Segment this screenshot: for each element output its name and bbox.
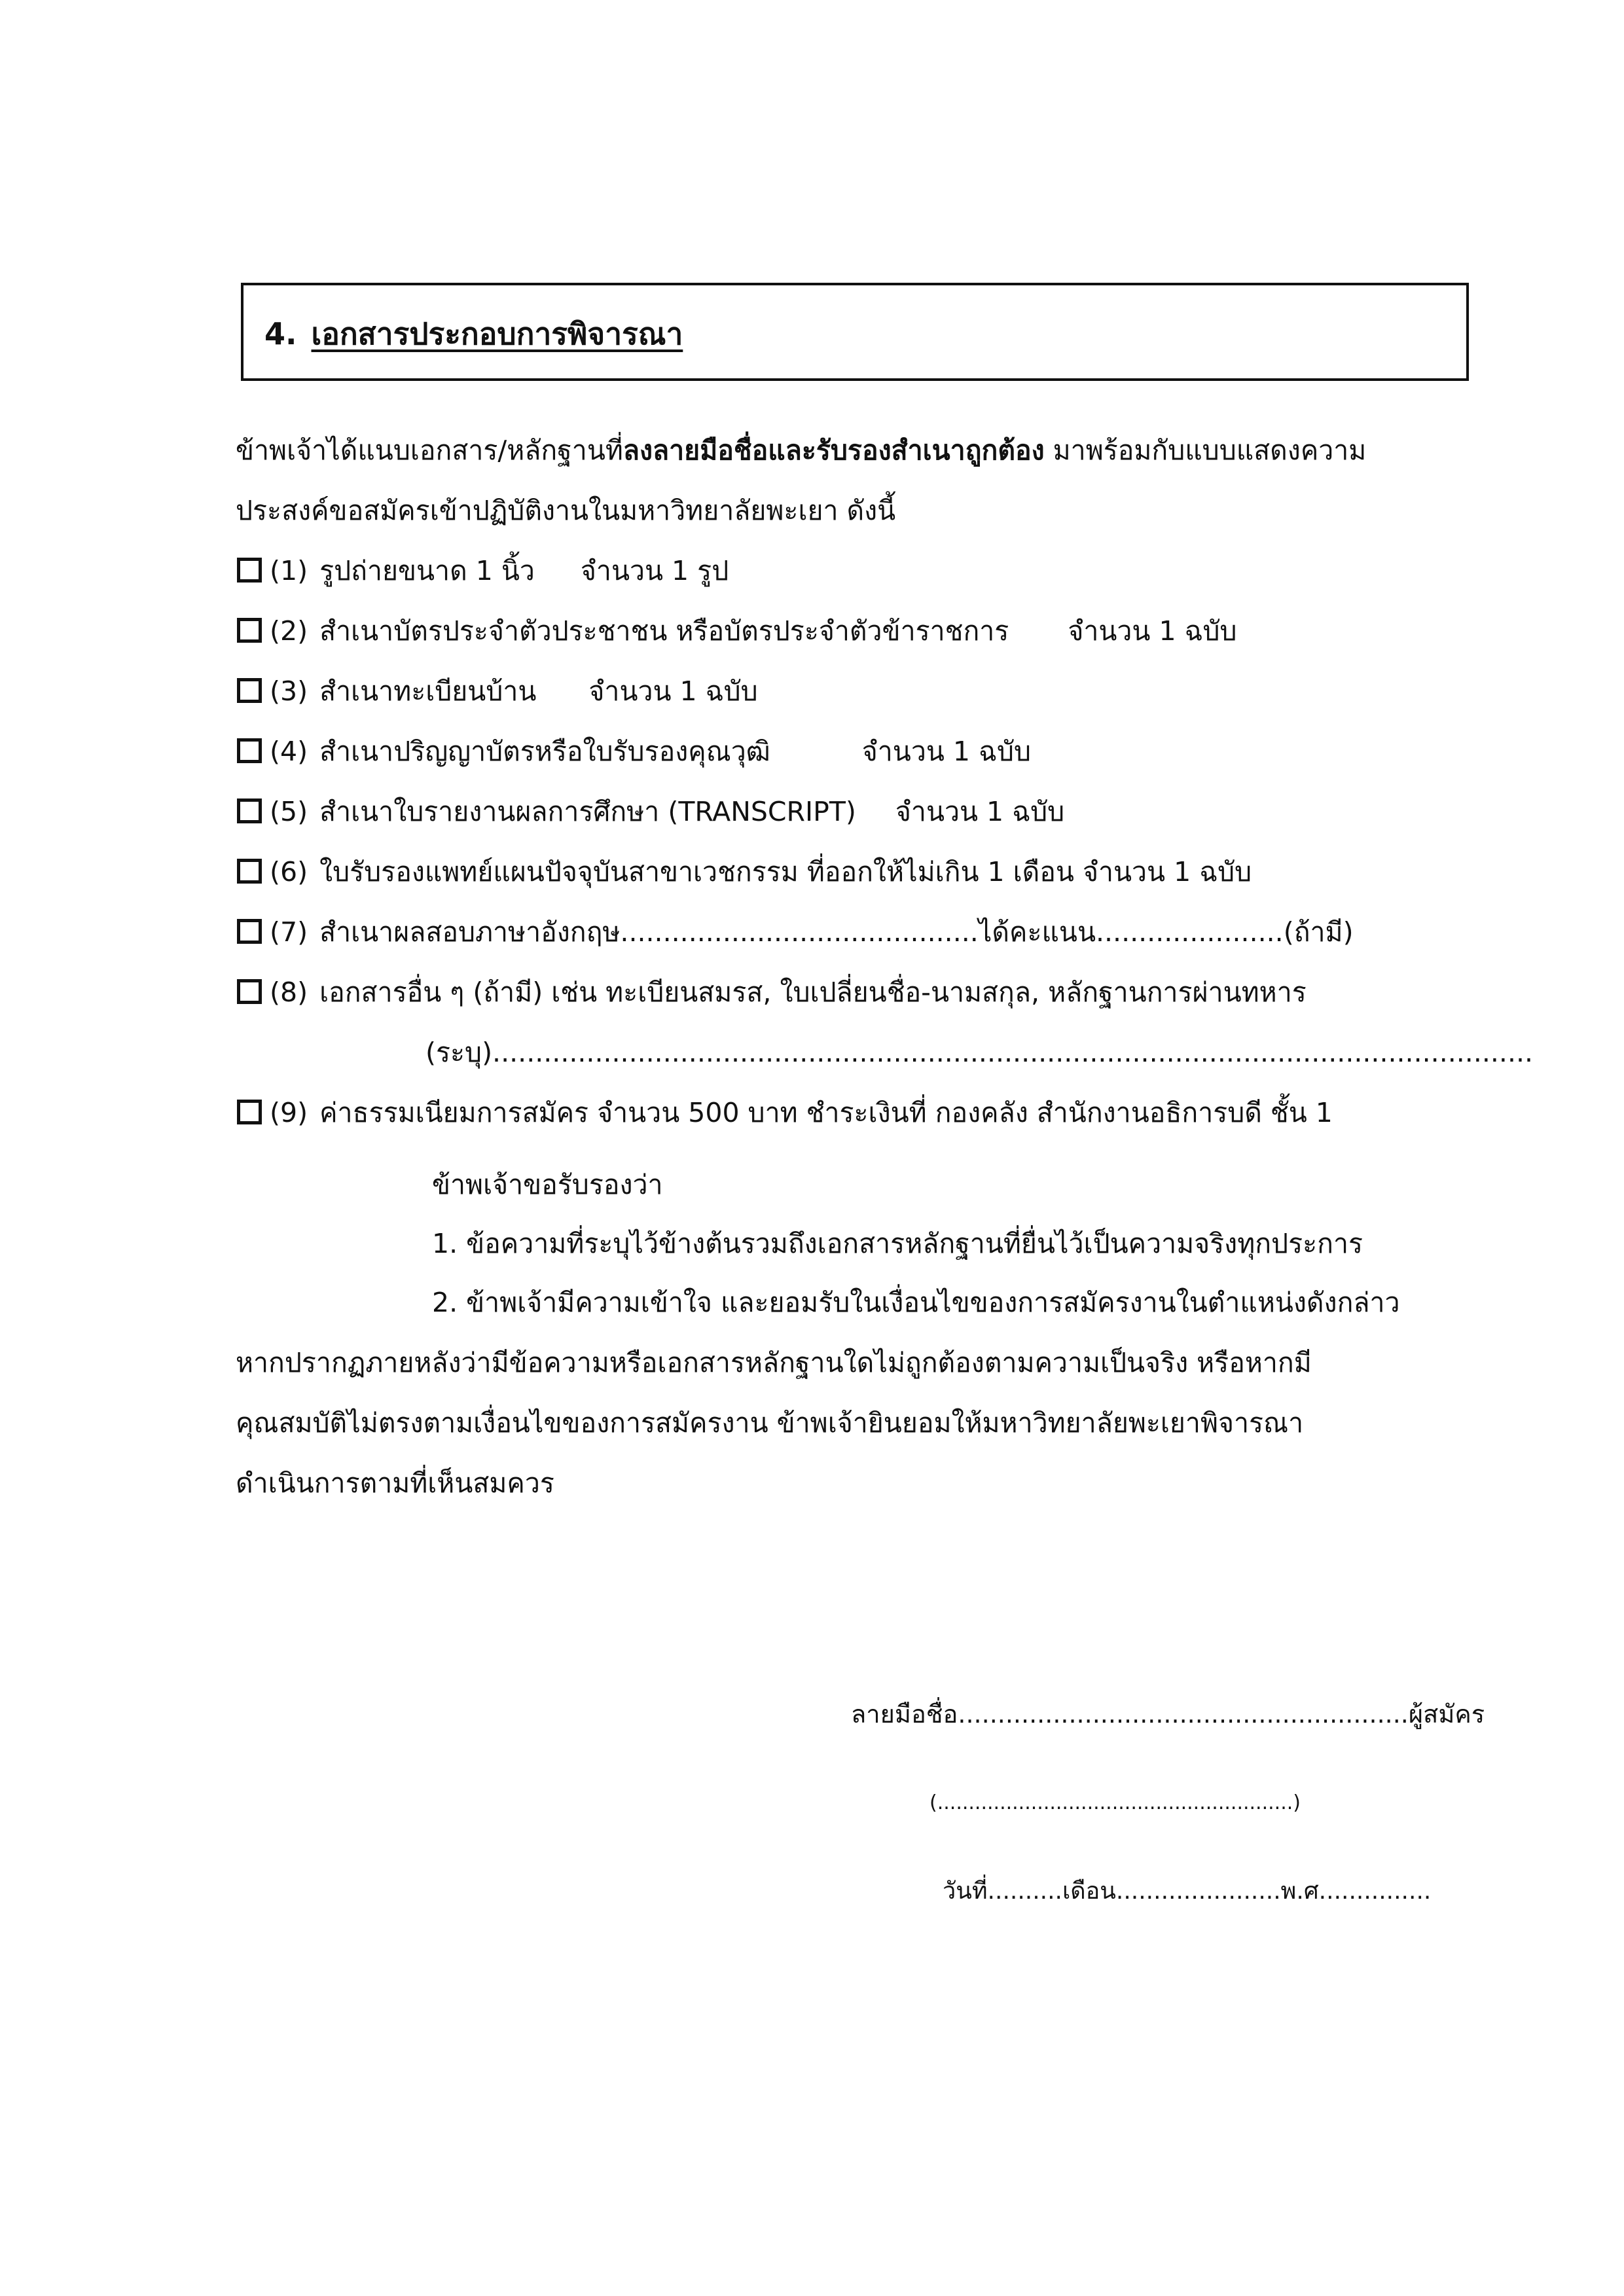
checkbox-item-3[interactable] [237, 678, 262, 703]
item-3-text: สำเนาทะเบียนบ้าน [319, 675, 537, 707]
item-9-text: ค่าธรรมเนียมการสมัคร จำนวน 500 บาท ชำระเงินที่ กองคลัง สำนักงานอธิการบดี ชั้น 1 [319, 1097, 1333, 1128]
document-item-4: (4) สำเนาปริญญาบัตรหรือใบรับรองคุณวุฒิ จำนวน 1 ฉบับ [237, 738, 1031, 765]
item-7-text: สำเนาผลสอบภาษาอังกฤษ..........................................ได้คะแนน......................(ถ้ามี) [319, 916, 1354, 948]
signature-line: ลายมือชื่อ.........................................................ผู้สมัคร [851, 1700, 1485, 1729]
document-item-5: (5) สำเนาใบรายงานผลการศึกษา (TRANSCRIPT) จำนวน 1 ฉบับ [237, 798, 1064, 825]
item-6-text: ใบรับรองแพทย์แผนปัจจุบันสาขาเวชกรรม ที่ออกให้ไม่เกิน 1 เดือน จำนวน 1 ฉบับ [319, 856, 1252, 888]
document-item-6: (6) ใบรับรองแพทย์แผนปัจจุบันสาขาเวชกรรม ที่ออกให้ไม่เกิน 1 เดือน จำนวน 1 ฉบับ [237, 859, 1252, 886]
section-title-text: เอกสารประกอบการพิจารณา [311, 316, 683, 351]
checkbox-item-5[interactable] [237, 798, 262, 823]
section-number: 4. [264, 316, 297, 351]
item-2-text: สำเนาบัตรประจำตัวประชาชน หรือบัตรประจำตัวข้าราชการ [319, 615, 1009, 647]
checkbox-item-8[interactable] [237, 979, 262, 1004]
section-header-box [241, 283, 1469, 381]
signature-name-line: (.........................................................) [929, 1791, 1301, 1814]
item-2-qty: จำนวน 1 ฉบับ [1068, 615, 1237, 647]
item-8-text: เอกสารอื่น ๆ (ถ้ามี) เช่น ทะเบียนสมรส, ใบเปลี่ยนชื่อ-นามสกุล, หลักฐานการผ่านทหาร [319, 977, 1307, 1008]
certify-point-1: 1. ข้อความที่ระบุไว้ข้างต้นรวมถึงเอกสารหลักฐานที่ยื่นไว้เป็นความจริงทุกประการ [432, 1228, 1363, 1259]
item-1-qty: จำนวน 1 รูป [580, 555, 729, 586]
checkbox-item-1[interactable] [237, 558, 262, 583]
checkbox-item-6[interactable] [237, 859, 262, 884]
document-item-9: (9) ค่าธรรมเนียมการสมัคร จำนวน 500 บาท ชำระเงินที่ กองคลัง สำนักงานอธิการบดี ชั้น 1 [237, 1100, 1333, 1126]
certify-heading: ข้าพเจ้าขอรับรองว่า [432, 1169, 663, 1200]
item-4-qty: จำนวน 1 ฉบับ [861, 736, 1032, 767]
intro-line-1: ข้าพเจ้าได้แนบเอกสาร/หลักฐานที่ลงลายมือชื่อและรับรองสำเนาถูกต้อง มาพร้อมกับแบบแสดงความ [236, 435, 1367, 466]
item-1-text: รูปถ่ายขนาด 1 นิ้ว [319, 555, 535, 586]
checkbox-item-9[interactable] [237, 1100, 262, 1124]
document-item-1: (1) รูปถ่ายขนาด 1 นิ้ว จำนวน 1 รูป [237, 558, 729, 584]
section-title [264, 310, 683, 358]
intro-line-2: ประสงค์ขอสมัครเข้าปฏิบัติงานในมหาวิทยาลัยพะเยา ดังนี้ [236, 495, 896, 526]
certify-point-2: 2. ข้าพเจ้ามีความเข้าใจ และยอมรับในเงื่อนไขของการสมัครงานในตำแหน่งดังกล่าว [432, 1287, 1400, 1318]
certify-line-5: ดำเนินการตามที่เห็นสมควร [236, 1467, 554, 1499]
checkbox-item-7[interactable] [237, 919, 262, 944]
document-item-8: (8) เอกสารอื่น ๆ (ถ้ามี) เช่น ทะเบียนสมรส, ใบเปลี่ยนชื่อ-นามสกุล, หลักฐานการผ่านทหาร [237, 979, 1307, 1006]
item-8-specify-line: (ระบุ).......................................................................................................................... [425, 1037, 1534, 1068]
item-3-qty: จำนวน 1 ฉบับ [588, 675, 758, 707]
item-4-text: สำเนาปริญญาบัตรหรือใบรับรองคุณวุฒิ [319, 736, 770, 767]
intro-bold-phrase: ลงลายมือชื่อและรับรองสำเนาถูกต้อง [623, 435, 1045, 466]
item-5-text: สำเนาใบรายงานผลการศึกษา (TRANSCRIPT) [319, 796, 856, 827]
certify-line-4: คุณสมบัติไม่ตรงตามเงื่อนไขของการสมัครงาน ข้าพเจ้ายินยอมให้มหาวิทยาลัยพะเยาพิจารณา [236, 1407, 1304, 1439]
document-item-3: (3) สำเนาทะเบียนบ้าน จำนวน 1 ฉบับ [237, 678, 758, 705]
document-item-7: (7) สำเนาผลสอบภาษาอังกฤษ..........................................ได้คะแนน......................(ถ้ามี) [237, 919, 1354, 946]
item-5-qty: จำนวน 1 ฉบับ [895, 796, 1065, 827]
checkbox-item-2[interactable] [237, 618, 262, 643]
document-item-2: (2) สำเนาบัตรประจำตัวประชาชน หรือบัตรประจำตัวข้าราชการ จำนวน 1 ฉบับ [237, 618, 1237, 645]
certify-line-3: หากปรากฏภายหลังว่ามีข้อความหรือเอกสารหลักฐานใดไม่ถูกต้องตามความเป็นจริง หรือหากมี [236, 1347, 1312, 1378]
checkbox-item-4[interactable] [237, 738, 262, 763]
signature-date-line: วันที่..........เดือน......................พ.ศ............... [943, 1878, 1432, 1905]
